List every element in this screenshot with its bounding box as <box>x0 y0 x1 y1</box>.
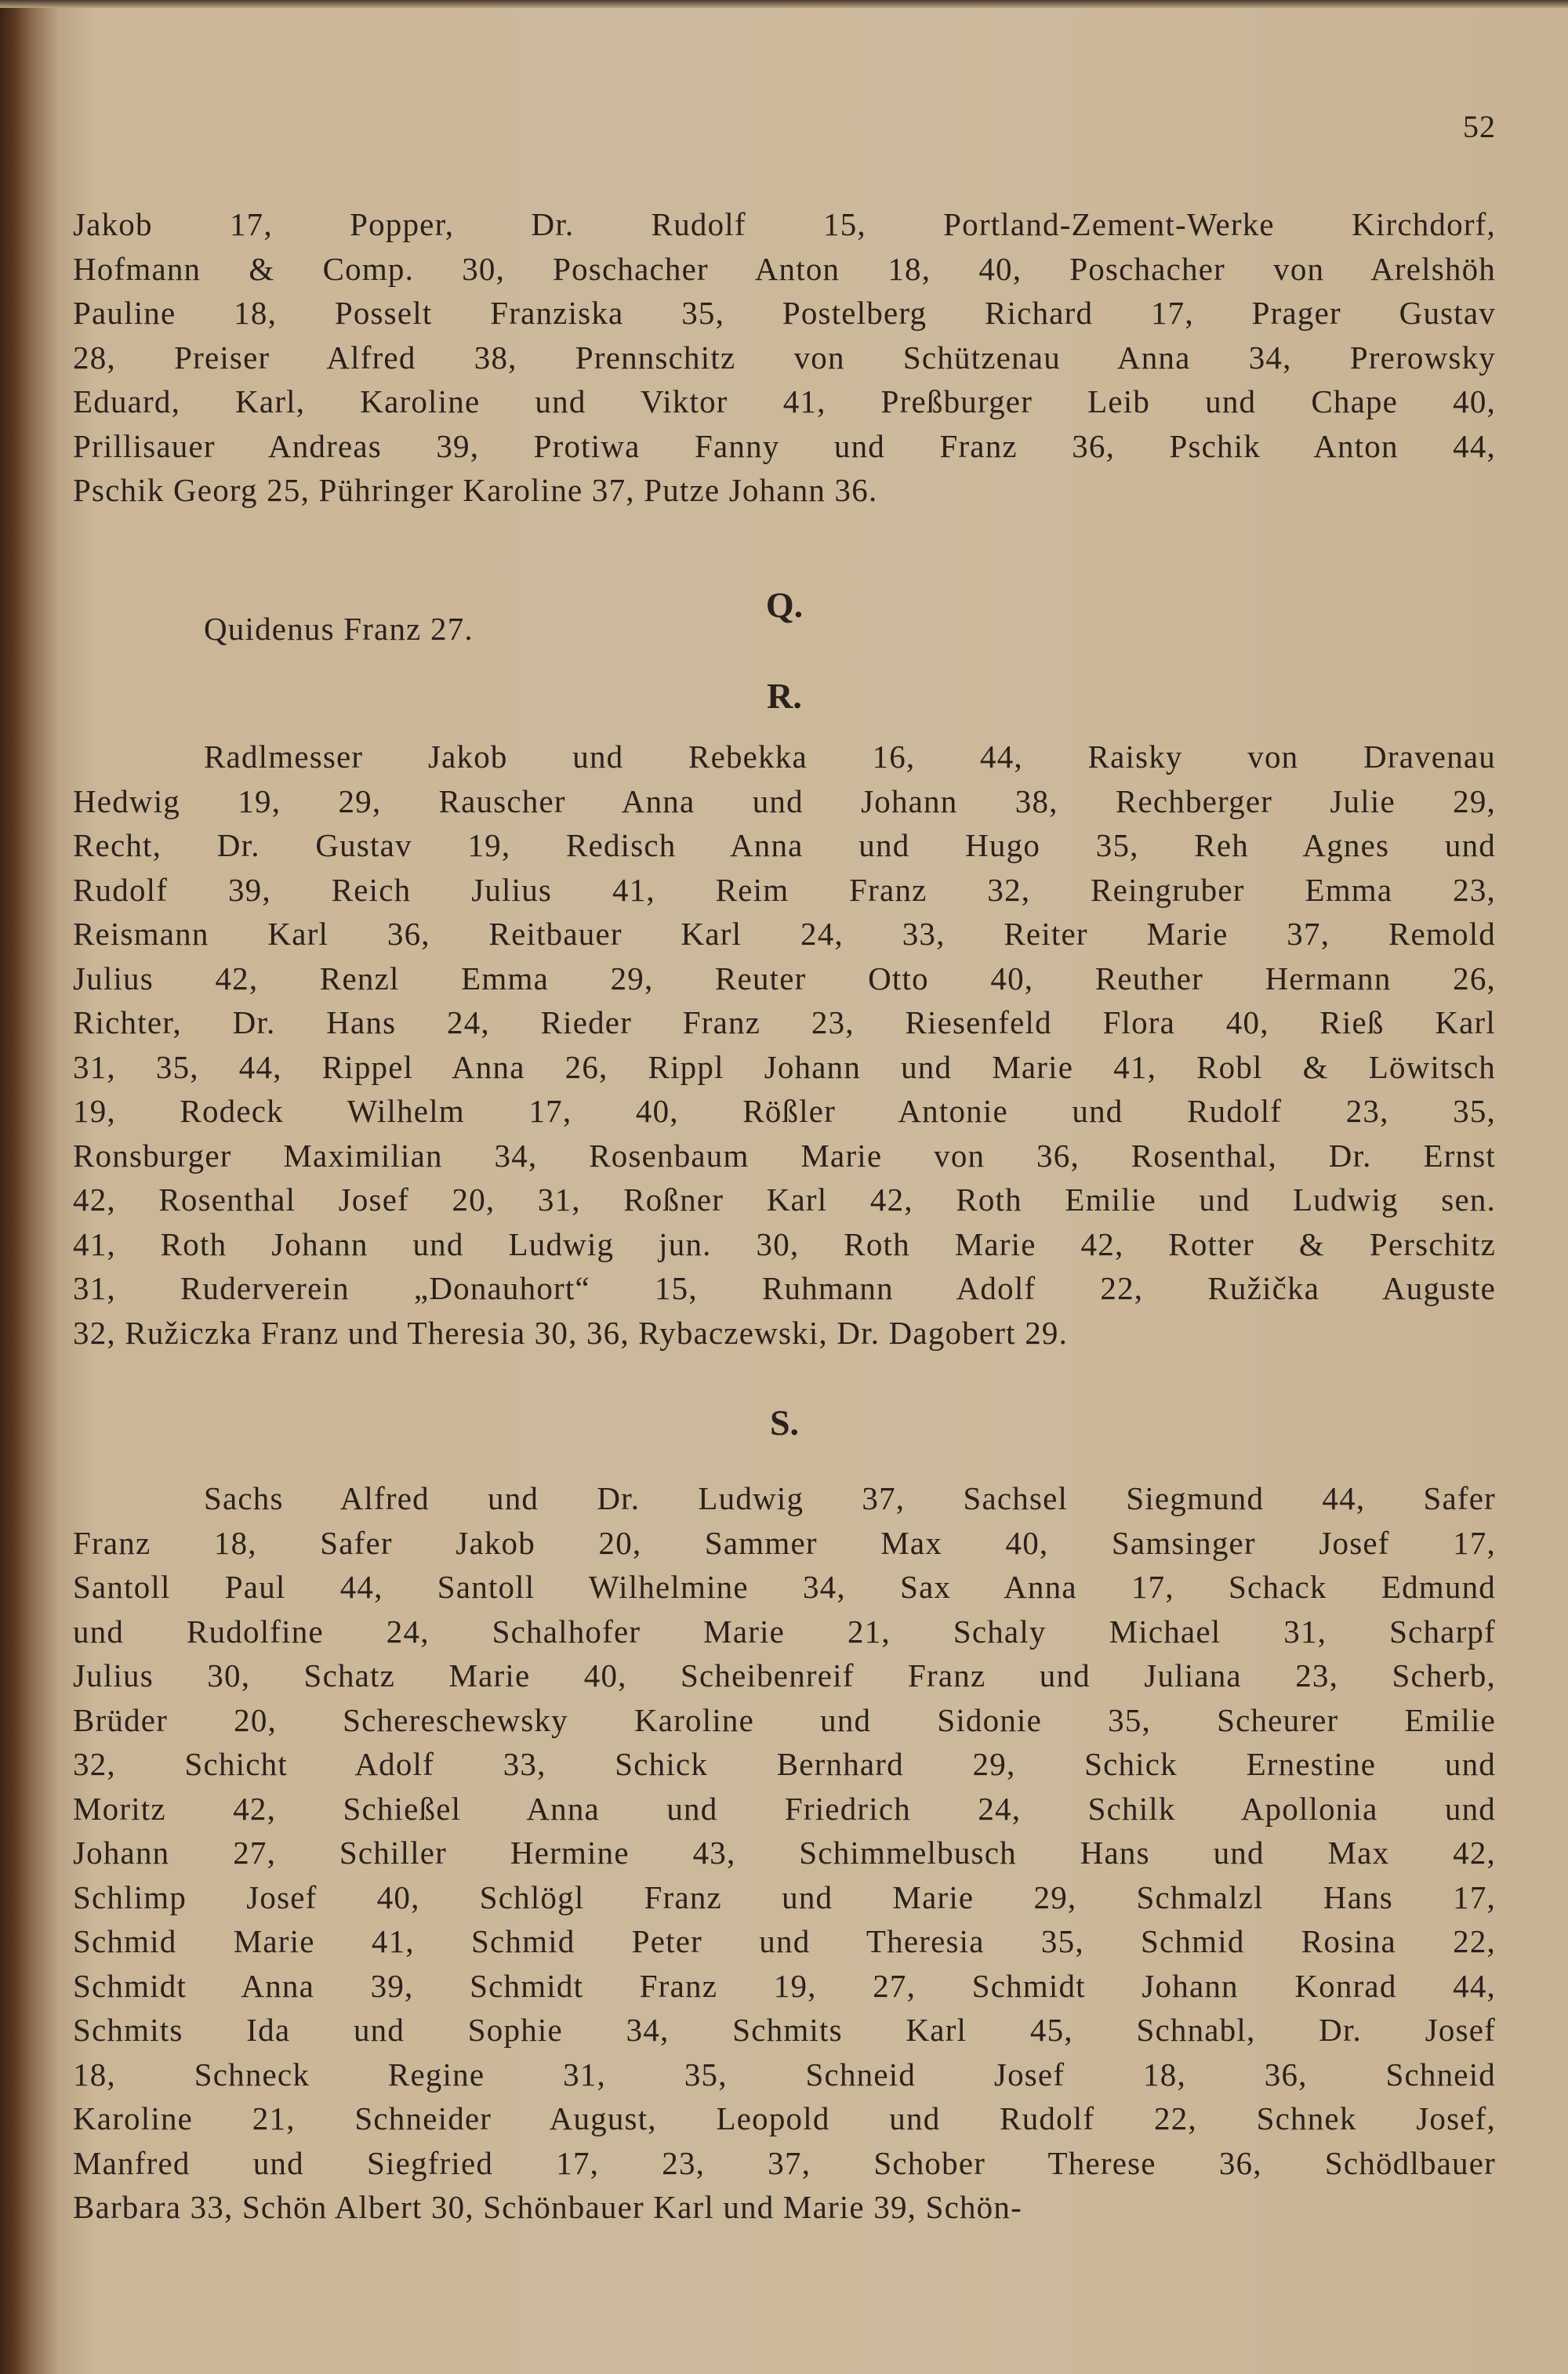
text-line: Recht, Dr. Gustav 19, Redisch Anna und Hugo 35, Reh Agnes und <box>73 827 1496 863</box>
text-line: 31, 35, 44, Rippel Anna 26, Rippl Johann und Marie 41, Robl & Löwitsch <box>73 1048 1496 1085</box>
text-line: 32, Ružiczka Franz und Theresia 30, 36, Rybaczewski, Dr. Dagobert 29. <box>73 1314 1069 1351</box>
text-line: Barbara 33, Schön Albert 30, Schönbauer Karl und Marie 39, Schön- <box>73 2189 1022 2225</box>
section-heading-r: R. <box>767 676 802 716</box>
section-s-entries <box>73 1476 1496 2230</box>
text-line: Santoll Paul 44, Santoll Wilhelmine 34, Sax Anna 17, Schack Edmund <box>73 1569 1496 1605</box>
text-line: Brüder 20, Schereschewsky Karoline und Sidonie 35, Scheurer Emilie <box>73 1701 1496 1738</box>
text-line: Manfred und Siegfried 17, 23, 37, Schober Therese 36, Schödlbauer <box>73 2144 1496 2181</box>
text-line: Eduard, Karl, Karoline und Viktor 41, Preßburger Leib und Chape 40, <box>73 383 1496 419</box>
text-line: Schmidt Anna 39, Schmidt Franz 19, 27, Schmidt Johann Konrad 44, <box>73 1967 1496 2004</box>
text-line: Hedwig 19, 29, Rauscher Anna und Johann 38, Rechberger Julie 29, <box>73 782 1496 819</box>
text-line: 32, Schicht Adolf 33, Schick Bernhard 29, Schick Ernestine und <box>73 1746 1496 1782</box>
text-line: 42, Rosenthal Josef 20, 31, Roßner Karl 42, Roth Emilie und Ludwig sen. <box>73 1182 1496 1218</box>
text-line: 19, Rodeck Wilhelm 17, 40, Rößler Antonie und Rudolf 23, 35, <box>73 1093 1496 1129</box>
section-r-entries <box>73 735 1496 1355</box>
text-line: Ronsburger Maximilian 34, Rosenbaum Marie von 36, Rosenthal, Dr. Ernst <box>73 1137 1496 1174</box>
text-line: Reismann Karl 36, Reitbauer Karl 24, 33, Reiter Marie 37, Remold <box>73 916 1496 952</box>
text-line: Sachs Alfred und Dr. Ludwig 37, Sachsel Siegmund 44, Safer <box>204 1480 1496 1516</box>
text-line: Richter, Dr. Hans 24, Rieder Franz 23, Riesenfeld Flora 40, Rieß Karl <box>73 1004 1496 1040</box>
section-p-continuation <box>73 202 1496 513</box>
text-line: Radlmesser Jakob und Rebekka 16, 44, Raisky von Dravenau <box>204 739 1496 775</box>
page-number: 52 <box>1463 109 1496 144</box>
text-line: 31, Ruderverein „Donauhort“ 15, Ruhmann Adolf 22, Ružička Auguste <box>73 1270 1496 1306</box>
text-line: Schmid Marie 41, Schmid Peter und Theresia 35, Schmid Rosina 22, <box>73 1923 1496 1959</box>
text-line: Rudolf 39, Reich Julius 41, Reim Franz 32, Reingruber Emma 23, <box>73 871 1496 908</box>
text-line: Prillisauer Andreas 39, Protiwa Fanny und Franz 36, Pschik Anton 44, <box>73 427 1496 464</box>
section-heading-q: Q. <box>765 585 804 625</box>
text-line: Julius 30, Schatz Marie 40, Scheibenreif Franz und Juliana 23, Scherb, <box>73 1657 1496 1693</box>
text-line: Karoline 21, Schneider August, Leopold und Rudolf 22, Schnek Josef, <box>73 2100 1496 2136</box>
text-line: 18, Schneck Regine 31, 35, Schneid Josef 18, 36, Schneid <box>73 2056 1496 2093</box>
text-line: Pauline 18, Posselt Franziska 35, Postelberg Richard 17, Prager Gustav <box>73 295 1496 331</box>
text-line: 28, Preiser Alfred 38, Prennschitz von Schützenau Anna 34, Prerowsky <box>73 339 1496 376</box>
text-line: Schmits Ida und Sophie 34, Schmits Karl 45, Schnabl, Dr. Josef <box>73 2012 1496 2048</box>
text-line: Schlimp Josef 40, Schlögl Franz und Marie 29, Schmalzl Hans 17, <box>73 1879 1496 1915</box>
text-line: Franz 18, Safer Jakob 20, Sammer Max 40, Samsinger Josef 17, <box>73 1524 1496 1561</box>
text-line: Moritz 42, Schießel Anna und Friedrich 24, Schilk Apollonia und <box>73 1790 1496 1827</box>
text-line: Hofmann & Comp. 30, Poschacher Anton 18, 40, Poschacher von Arelshöh <box>73 250 1496 287</box>
entry-quidenus: Quidenus Franz 27. <box>204 611 474 647</box>
text-line: Pschik Georg 25, Pühringer Karoline 37, Putze Johann 36. <box>73 472 878 508</box>
section-heading-s: S. <box>769 1403 800 1443</box>
text-line: Julius 42, Renzl Emma 29, Reuter Otto 40, Reuther Hermann 26, <box>73 960 1496 996</box>
text-line: und Rudolfine 24, Schalhofer Marie 21, Schaly Michael 31, Scharpf <box>73 1613 1496 1650</box>
text-line: Johann 27, Schiller Hermine 43, Schimmelbusch Hans und Max 42, <box>73 1835 1496 1871</box>
text-line: 41, Roth Johann und Ludwig jun. 30, Roth Marie 42, Rotter & Perschitz <box>73 1225 1496 1262</box>
text-line: Jakob 17, Popper, Dr. Rudolf 15, Portland-Zement-Werke Kirchdorf, <box>73 206 1496 242</box>
page-top-edge <box>0 0 1568 8</box>
